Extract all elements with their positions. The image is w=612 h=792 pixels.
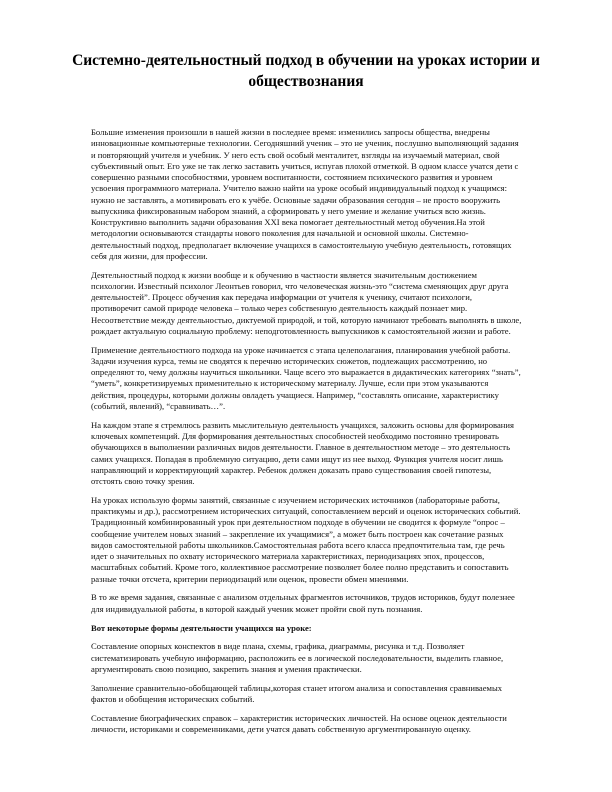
paragraph: Составление биографических справок – характеристик исторических личностей. На основе оценок деятельности личности, историками и современниками, дети учатся давать собственную аргументированную оценку. xyxy=(91,712,507,735)
paragraph: Большие изменения произошли в нашей жизни в последнее время: изменились запросы общества, внедрены инновационные компьютерные технологии. Сегодняшний ученик – это не ученик, послушно выполняющий задания и повторяющий учителя и учебник. У него есть свой особый менталитет, взгляды на изучаемый материал, свой субъективный опыт. Его уже не так легко заставить учиться, испугав плохой отметкой. В одном классе учатся дети с совершенно разными способностями, уровнем воспитанности, состоянием психического развития и уровнем усвоения программного материала. Учителю важно найти на уроке особый индивидуальный подход к учащимся: нужно не заставлять, а мотивировать его к учёбе. Основные задачи образования сегодня – не просто вооружить выпускника фиксированным набором знаний, а сформировать у него умение и желание учиться всю жизнь. Конструктивно выполнить задачи образования XXI века помогает деятельностный метод обучения.На этой методологии основываются стандарты нового поколения для начальной и основной школы. Системно-деятельностный подход, предполагает включение учащихся в самостоятельную учебную деятельность, готовящих себя для жизни, для профессии. xyxy=(91,127,519,261)
paragraph: Деятельностный подход к жизни вообще и к обучению в частности является значительным достижением психологии. Известный психолог Леонтьев говорил, что человеческая жизнь-это “система сменяющих друг друга деятельностей”. Процесс обучения как передача информации от учителя к ученику, считают психологи, противоречит самой природе человека – только через собственную деятельность каждый познает мир. Несоответствие между деятельностью, диктуемой природой, и той, которую начинают требовать выполнять в школе, рождает актуальную социальную проблему: неподготовленность выпускников к самостоятельной жизни и работе. xyxy=(91,269,522,336)
paragraph: На каждом этапе я стремлюсь развить мыслительную деятельность учащихся, заложить основы для формирования ключевых компетенций. Для формирования деятельностных способностей необходимо постоянно тренировать обучающихся в выполнении различных видов деятельности. Главное в деятельностном методе – это деятельность самих учащихся. Попадая в проблемную ситуацию, дети сами ищут из нее выход. Функция учителя носит лишь направляющий и корректирующий характер. Ребенок должен доказать право существования своей гипотезы, отстоять свою точку зрения. xyxy=(91,419,514,487)
document-body xyxy=(91,127,523,743)
paragraph: Составление опорных конспектов в виде плана, схемы, графика, диаграммы, рисунка и т.д. Позволяет систематизировать учебную информацию, расположить ее в логической последовательности, выделить главное, аргументировать свою позицию, закрепить знания и умения практически. xyxy=(91,641,504,674)
paragraph: В то же время задания, связанные с анализом отдельных фрагментов источников, трудов историков, будут полезнее для индивидуальной работы, в которой каждый ученик может пройти свой путь познания. xyxy=(91,592,515,614)
paragraph: Заполнение сравнительно-обобщающей таблицы,которая станет итогом анализа и сопоставления сравниваемых фактов и обобщения исторических событий. xyxy=(91,682,503,704)
page-title: Системно-деятельностный подход в обучении на уроках истории и обществознания xyxy=(72,52,540,90)
paragraph: Применение деятельностного подхода на уроке начинается с этапа целеполагания, планирования учебной работы. Задачи изучения курса, темы не сводятся к перечню исторических сюжетов, подлежащих рассмотрению, но определяют то, чему должны научиться школьники. Чаще всего это выражается в дидактических категориях “знать”, “уметь”, конкретизируемых применительно к историческому материалу. Лучше, если при этом указываются действия, процедуры, которыми должны овладеть учащиеся. Например, “составлять описание, характеристику (событий, явлений), “сравнивать…”. xyxy=(91,344,521,411)
paragraph: На уроках использую формы занятий, связанные с изучением исторических источников (лабораторные работы, практикумы и др.), рассмотрением исторических ситуаций, сопоставлением версий и оценок исторических событий. Традиционный комбинированный урок при деятельностном подходе в обучении не сводится к формуле “опрос – сообщение учителем новых знаний – закрепление их учащимися”, а может быть построен как сочетание разных видов самостоятельной работы школьников.Самостоятельная работа всего класса предпочтительна там, где речь идет о значительных по охвату исторического материала характеристиках, периодизациях эпох, процессов, масштабных событий. Кроме того, коллективное рассмотрение позволяет более полно представить и сопоставить разные точки отсчета, критерии периодизаций или оценок, провести обмен мнениями. xyxy=(91,494,521,584)
section-heading: Вот некоторые формы деятельности учащихся на уроке: xyxy=(91,622,312,633)
